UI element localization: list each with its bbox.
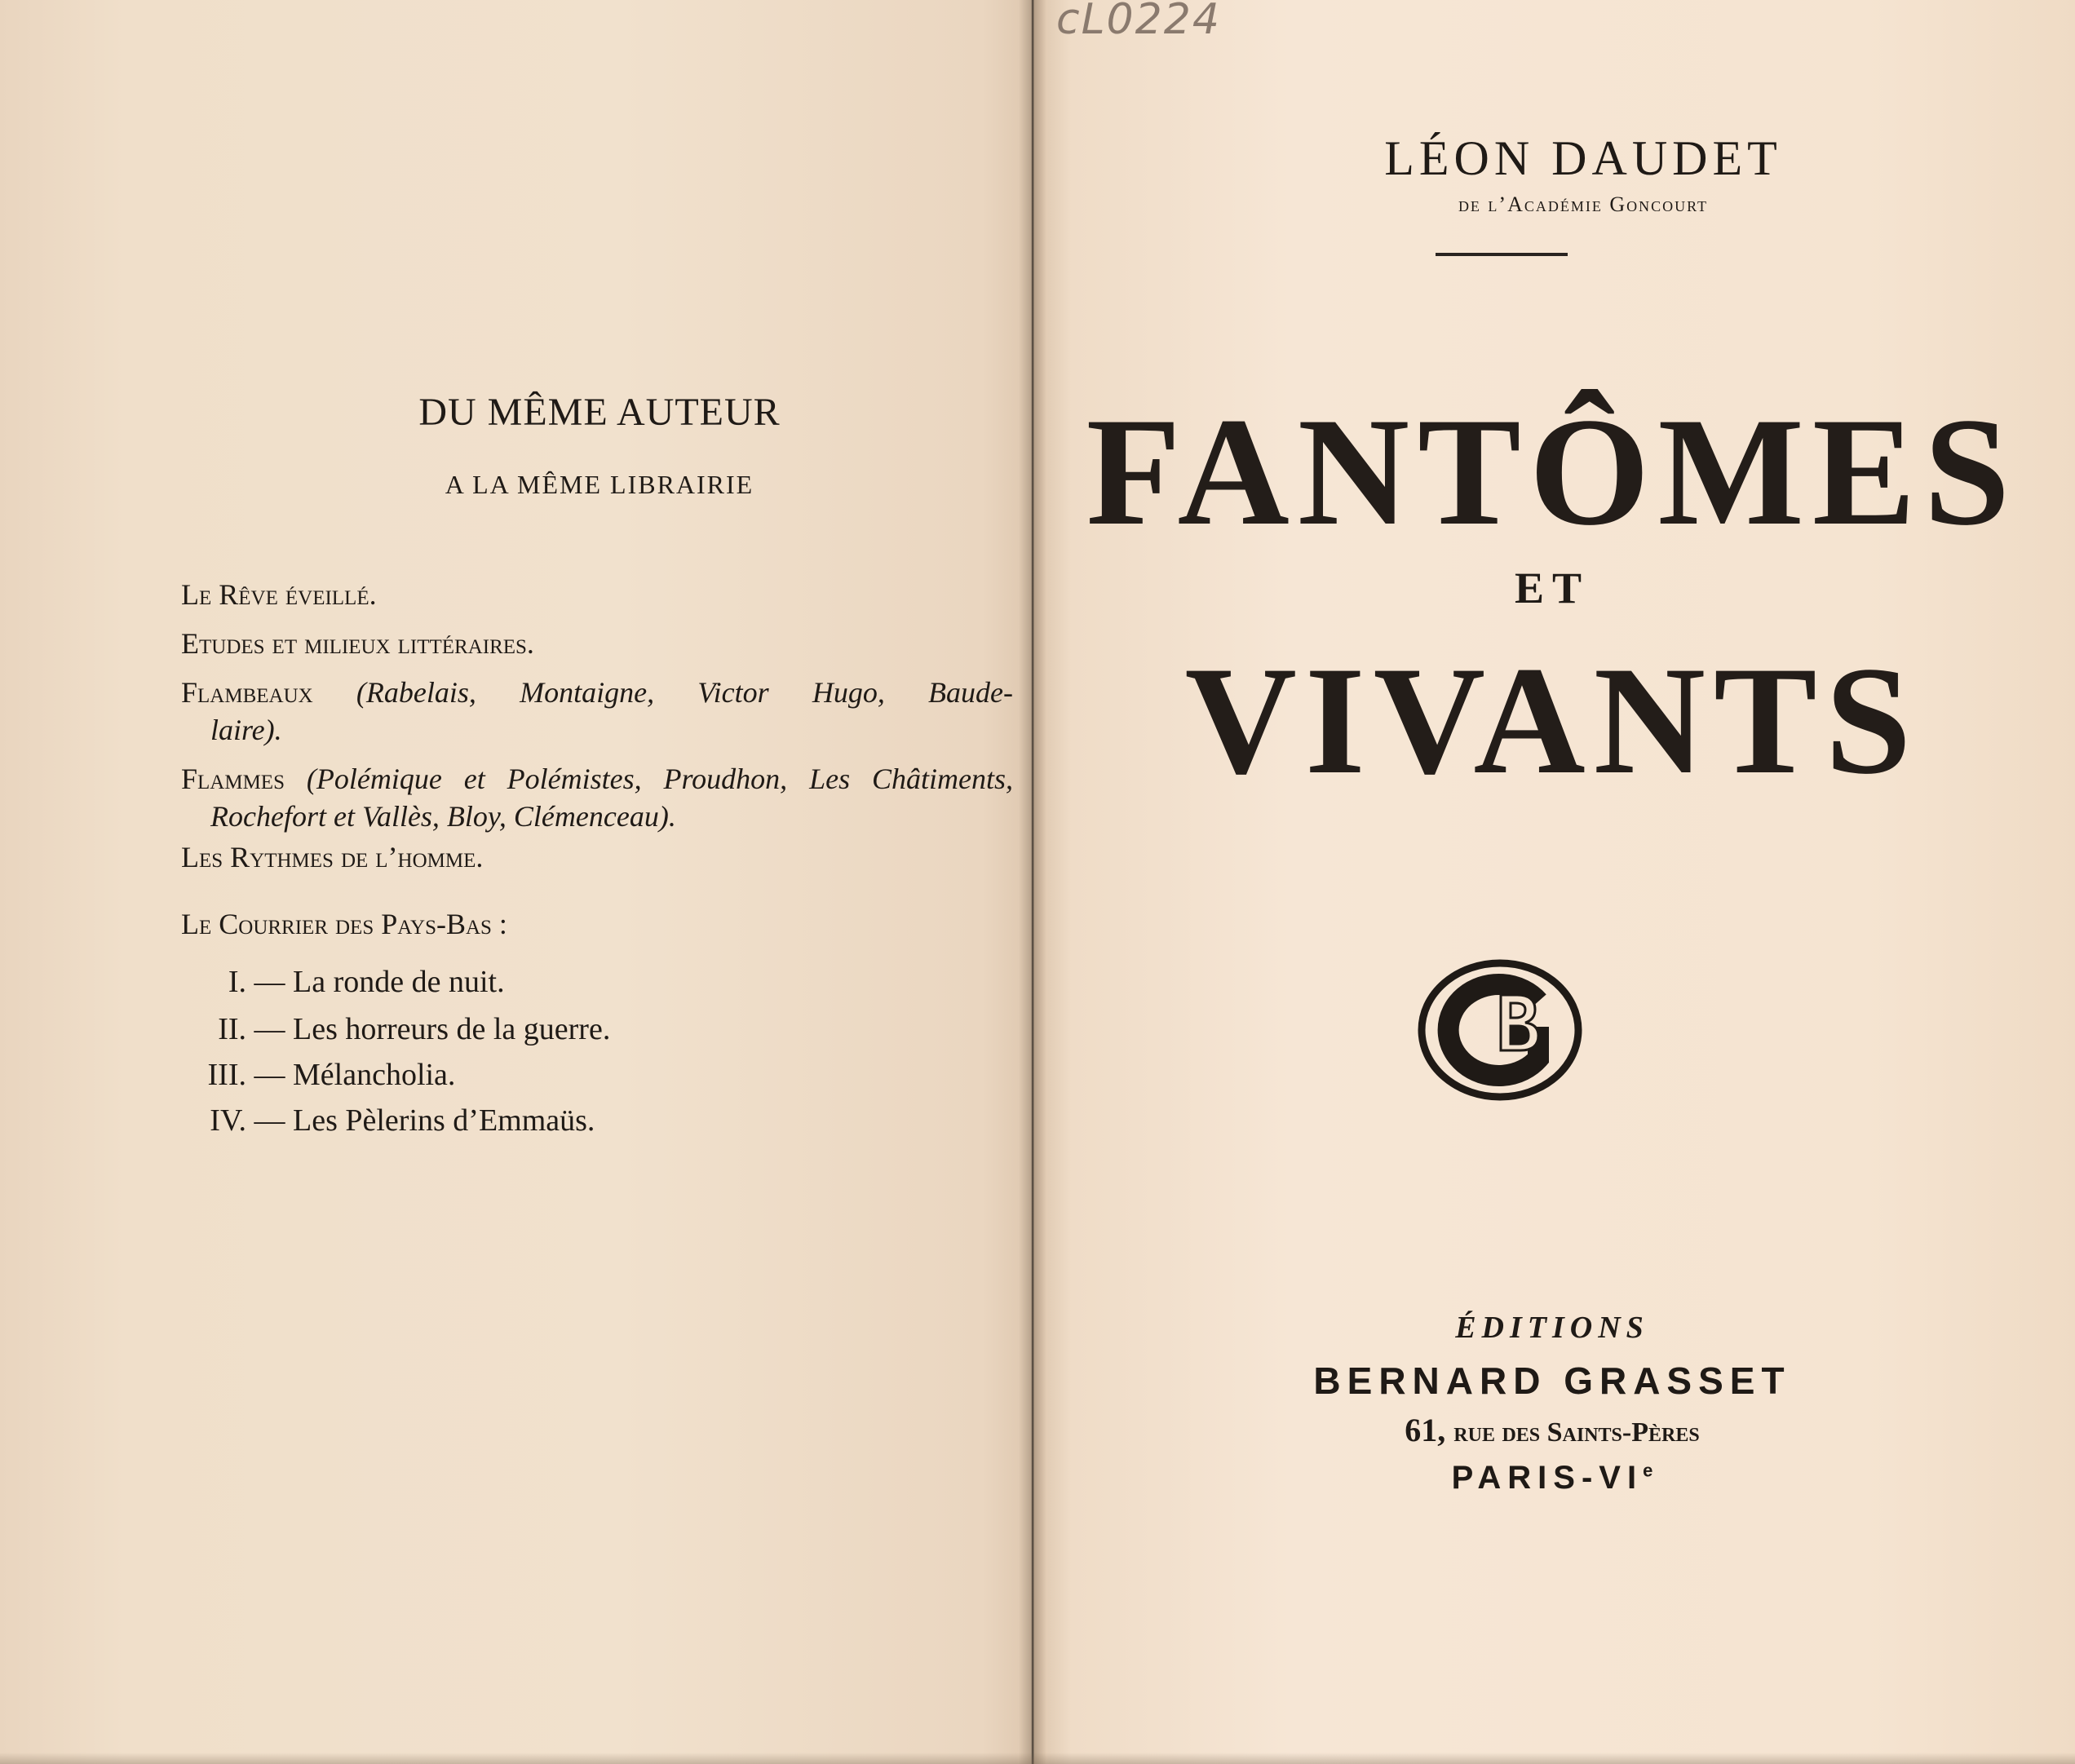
- title-rule-divider: [1436, 253, 1568, 256]
- volume-title: La ronde de nuit.: [293, 965, 505, 999]
- work-flambeaux-subtitle-line2: laire).: [210, 714, 282, 746]
- volume-dash: —: [254, 965, 285, 999]
- work-flambeaux-title: Flambeaux: [181, 676, 313, 709]
- book-gutter: [1018, 0, 1047, 1764]
- volume-title: Mélancholia.: [293, 1058, 456, 1092]
- work-etudes-milieux: Etudes et milieux littéraires.: [181, 627, 534, 660]
- volume-title: Les horreurs de la guerre.: [293, 1012, 611, 1046]
- work-flammes-subtitle-line2: Rochefort et Vallès, Bloy, Clémenceau).: [210, 800, 676, 833]
- work-flambeaux: [181, 674, 1013, 749]
- volume-number: IV.: [210, 1103, 246, 1138]
- publisher-logo-icon: [1416, 959, 1584, 1101]
- work-reve-eveille: Le Rêve éveillé.: [181, 578, 377, 611]
- volume-dash: —: [254, 1103, 285, 1138]
- volume-item: [155, 964, 505, 1000]
- volume-title: Les Pèlerins d’Emmaüs.: [293, 1103, 595, 1138]
- book-title-conjunction: ET: [1514, 564, 1591, 612]
- address-street: rue des Saints-Pères: [1453, 1417, 1700, 1448]
- volume-item: [155, 1103, 595, 1138]
- publisher-label: ÉDITIONS: [1455, 1311, 1649, 1345]
- volume-number: III.: [207, 1058, 246, 1092]
- volume-number: II.: [218, 1012, 246, 1046]
- volume-dash: —: [254, 1012, 285, 1046]
- publisher-address: [1029, 1411, 2075, 1449]
- left-page: [0, 0, 1034, 1764]
- volume-dash: —: [254, 1058, 285, 1092]
- work-rythmes-homme: Les Rythmes de l’homme.: [181, 841, 484, 873]
- volume-number: I.: [228, 965, 246, 999]
- address-number: 61,: [1405, 1412, 1446, 1448]
- book-title-line1: FANTÔMES: [1086, 387, 2019, 558]
- volume-item: [155, 1011, 610, 1047]
- page-bottom-edge: [0, 1753, 2075, 1764]
- publisher-city: [1029, 1460, 2075, 1497]
- book-title-line2: VIVANTS: [1184, 635, 1920, 807]
- author-name: LÉON DAUDET: [1384, 131, 1782, 185]
- right-page: [1029, 0, 2075, 1764]
- work-flammes-title: Flammes: [181, 763, 285, 795]
- handwritten-catalog-mark: cL0224: [1056, 0, 1221, 44]
- city-suffix: e: [1643, 1460, 1653, 1481]
- work-flambeaux-subtitle-line1: (Rabelais, Montaigne, Victor Hugo, Baude-: [356, 676, 1013, 709]
- work-flammes-subtitle-line1: (Polémique et Polémistes, Proudhon, Les Châtiments,: [306, 763, 1013, 795]
- volume-item: [155, 1057, 455, 1093]
- same-publisher-subheading: A LA MÊME LIBRAIRIE: [445, 470, 754, 499]
- publisher-name: BERNARD GRASSET: [1313, 1359, 1791, 1402]
- series-title: Le Courrier des Pays-Bas :: [181, 908, 507, 940]
- city-name: PARIS-VI: [1451, 1460, 1644, 1496]
- author-affiliation: de l’Académie Goncourt: [1458, 192, 1709, 216]
- by-same-author-heading: DU MÊME AUTEUR: [418, 391, 781, 434]
- work-flammes: [181, 760, 1013, 835]
